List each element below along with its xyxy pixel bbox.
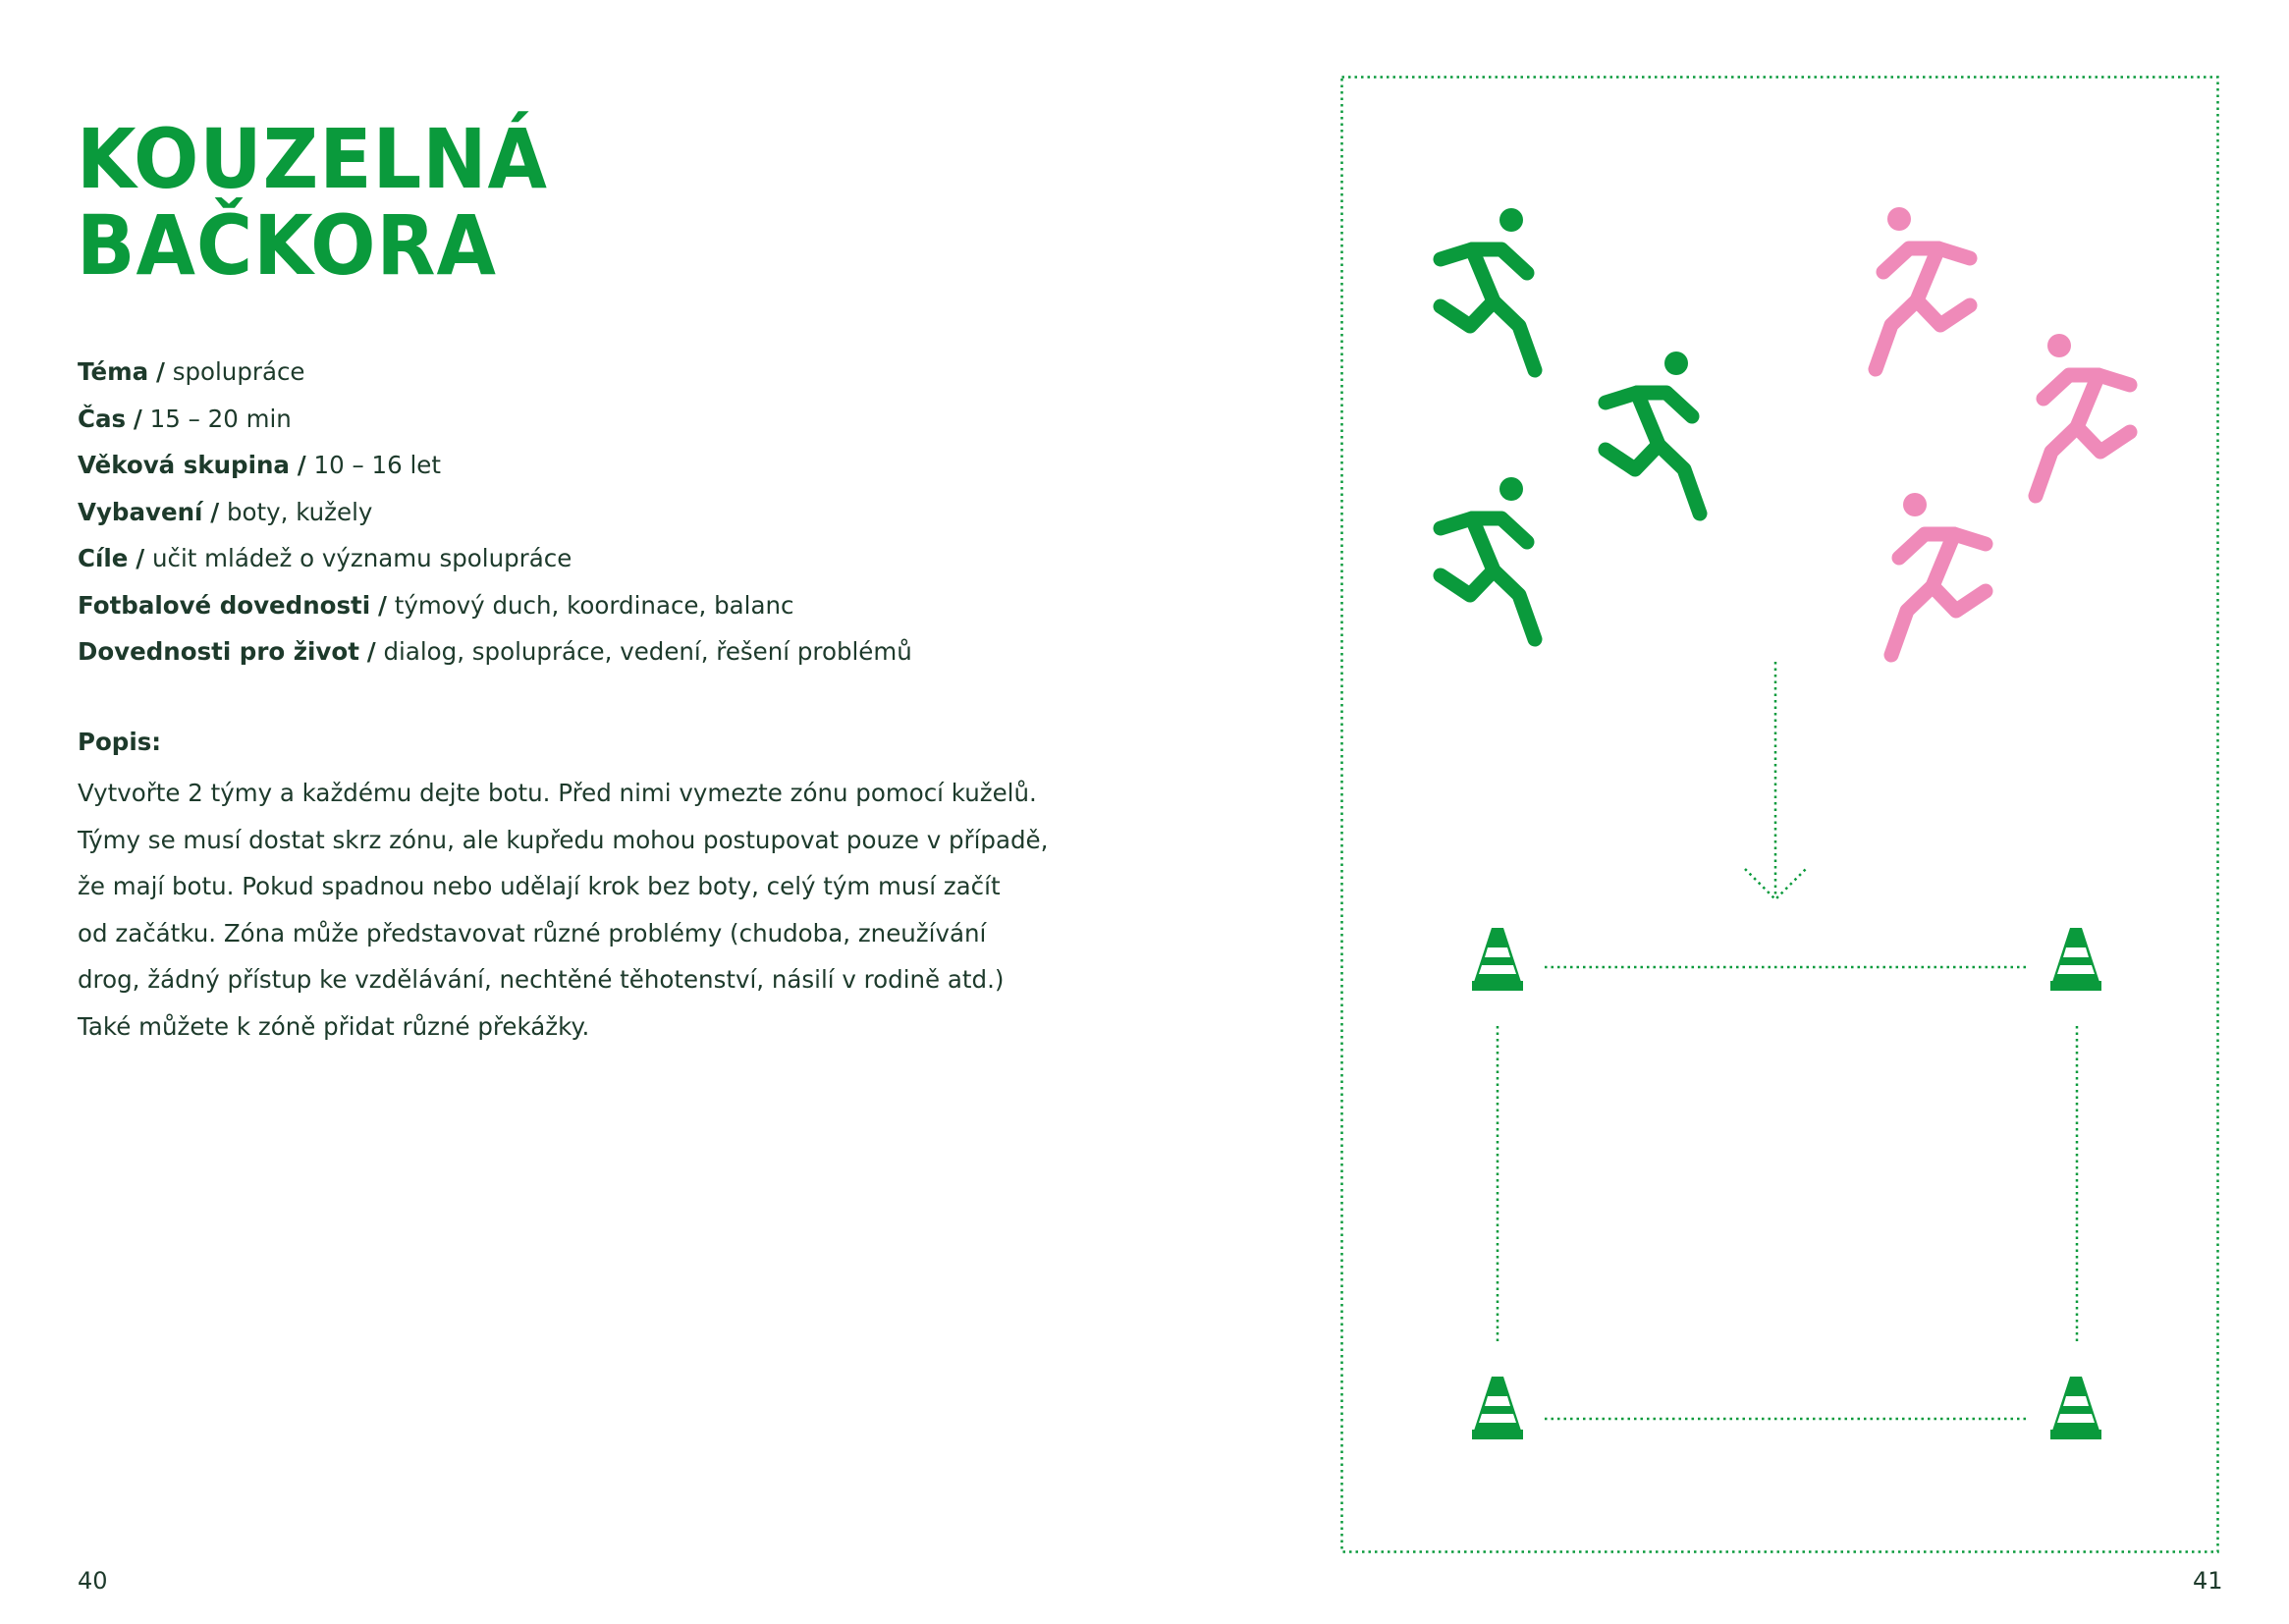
traffic-cone-icon — [1472, 926, 1523, 991]
meta-row-cile — [78, 535, 912, 582]
page-number-right: 41 — [2193, 1567, 2223, 1595]
meta-separator: / — [133, 404, 142, 433]
description-line: drog, žádný přístup ke vzdělávání, nechtěné těhotenství, násilí v rodině atd.) — [78, 965, 1005, 994]
meta-value: 10 – 16 let — [313, 451, 441, 479]
description-line: Také můžete k zóně přidat různé překážky. — [78, 1011, 590, 1041]
traffic-cone-icon — [2050, 926, 2101, 991]
description-body — [78, 770, 1049, 1050]
meta-label: Cíle — [78, 544, 129, 572]
meta-row-vybaveni — [78, 489, 912, 536]
meta-row-tema — [78, 349, 912, 396]
meta-separator: / — [366, 637, 376, 666]
meta-row-vekova-skupina — [78, 442, 912, 489]
traffic-cone-icon — [1472, 1375, 1523, 1439]
meta-label: Dovednosti pro život — [78, 637, 359, 666]
activity-diagram — [1340, 76, 2219, 1553]
meta-label: Čas — [78, 404, 127, 433]
meta-separator: / — [377, 590, 387, 620]
meta-row-cas — [78, 396, 912, 443]
meta-value: spolupráce — [172, 357, 305, 386]
meta-row-fotbalove-dovednosti — [78, 582, 912, 629]
meta-value: boty, kužely — [226, 497, 373, 526]
meta-label: Fotbalové dovednosti — [78, 590, 371, 620]
meta-separator: / — [155, 357, 165, 386]
description-line: Vytvořte 2 týmy a každému dejte botu. Před nimi vymezte zónu pomocí kuželů. — [78, 779, 1037, 807]
meta-separator: / — [297, 451, 306, 479]
title-line-1: KOUZELNÁ — [77, 111, 548, 207]
meta-value: 15 – 20 min — [149, 404, 292, 433]
page-title — [77, 111, 548, 294]
zone-lines — [1340, 76, 2219, 1553]
description-line: že mají botu. Pokud spadnou nebo udělají krok bez boty, celý tým musí začít — [78, 872, 1001, 900]
meta-label: Téma — [78, 357, 149, 386]
meta-label: Věková skupina — [78, 451, 290, 479]
meta-separator: / — [210, 497, 220, 526]
title-line-2: BAČKORA — [77, 197, 497, 294]
activity-meta — [78, 349, 912, 676]
page-number-left: 40 — [78, 1567, 108, 1595]
traffic-cone-icon — [2050, 1375, 2101, 1439]
meta-value: týmový duch, koordinace, balanc — [394, 590, 794, 620]
meta-value: učit mládež o významu spolupráce — [151, 544, 572, 572]
meta-row-dovednosti-pro-zivot — [78, 628, 912, 676]
description-line: od začátku. Zóna může představovat různé problémy (chudoba, zneužívání — [78, 918, 987, 947]
meta-value: dialog, spolupráce, vedení, řešení problémů — [383, 637, 912, 666]
meta-separator: / — [136, 544, 145, 572]
meta-label: Vybavení — [78, 497, 203, 526]
description-line: Týmy se musí dostat skrz zónu, ale kupředu mohou postupovat pouze v případě, — [78, 825, 1049, 854]
description-heading: Popis: — [78, 728, 162, 756]
